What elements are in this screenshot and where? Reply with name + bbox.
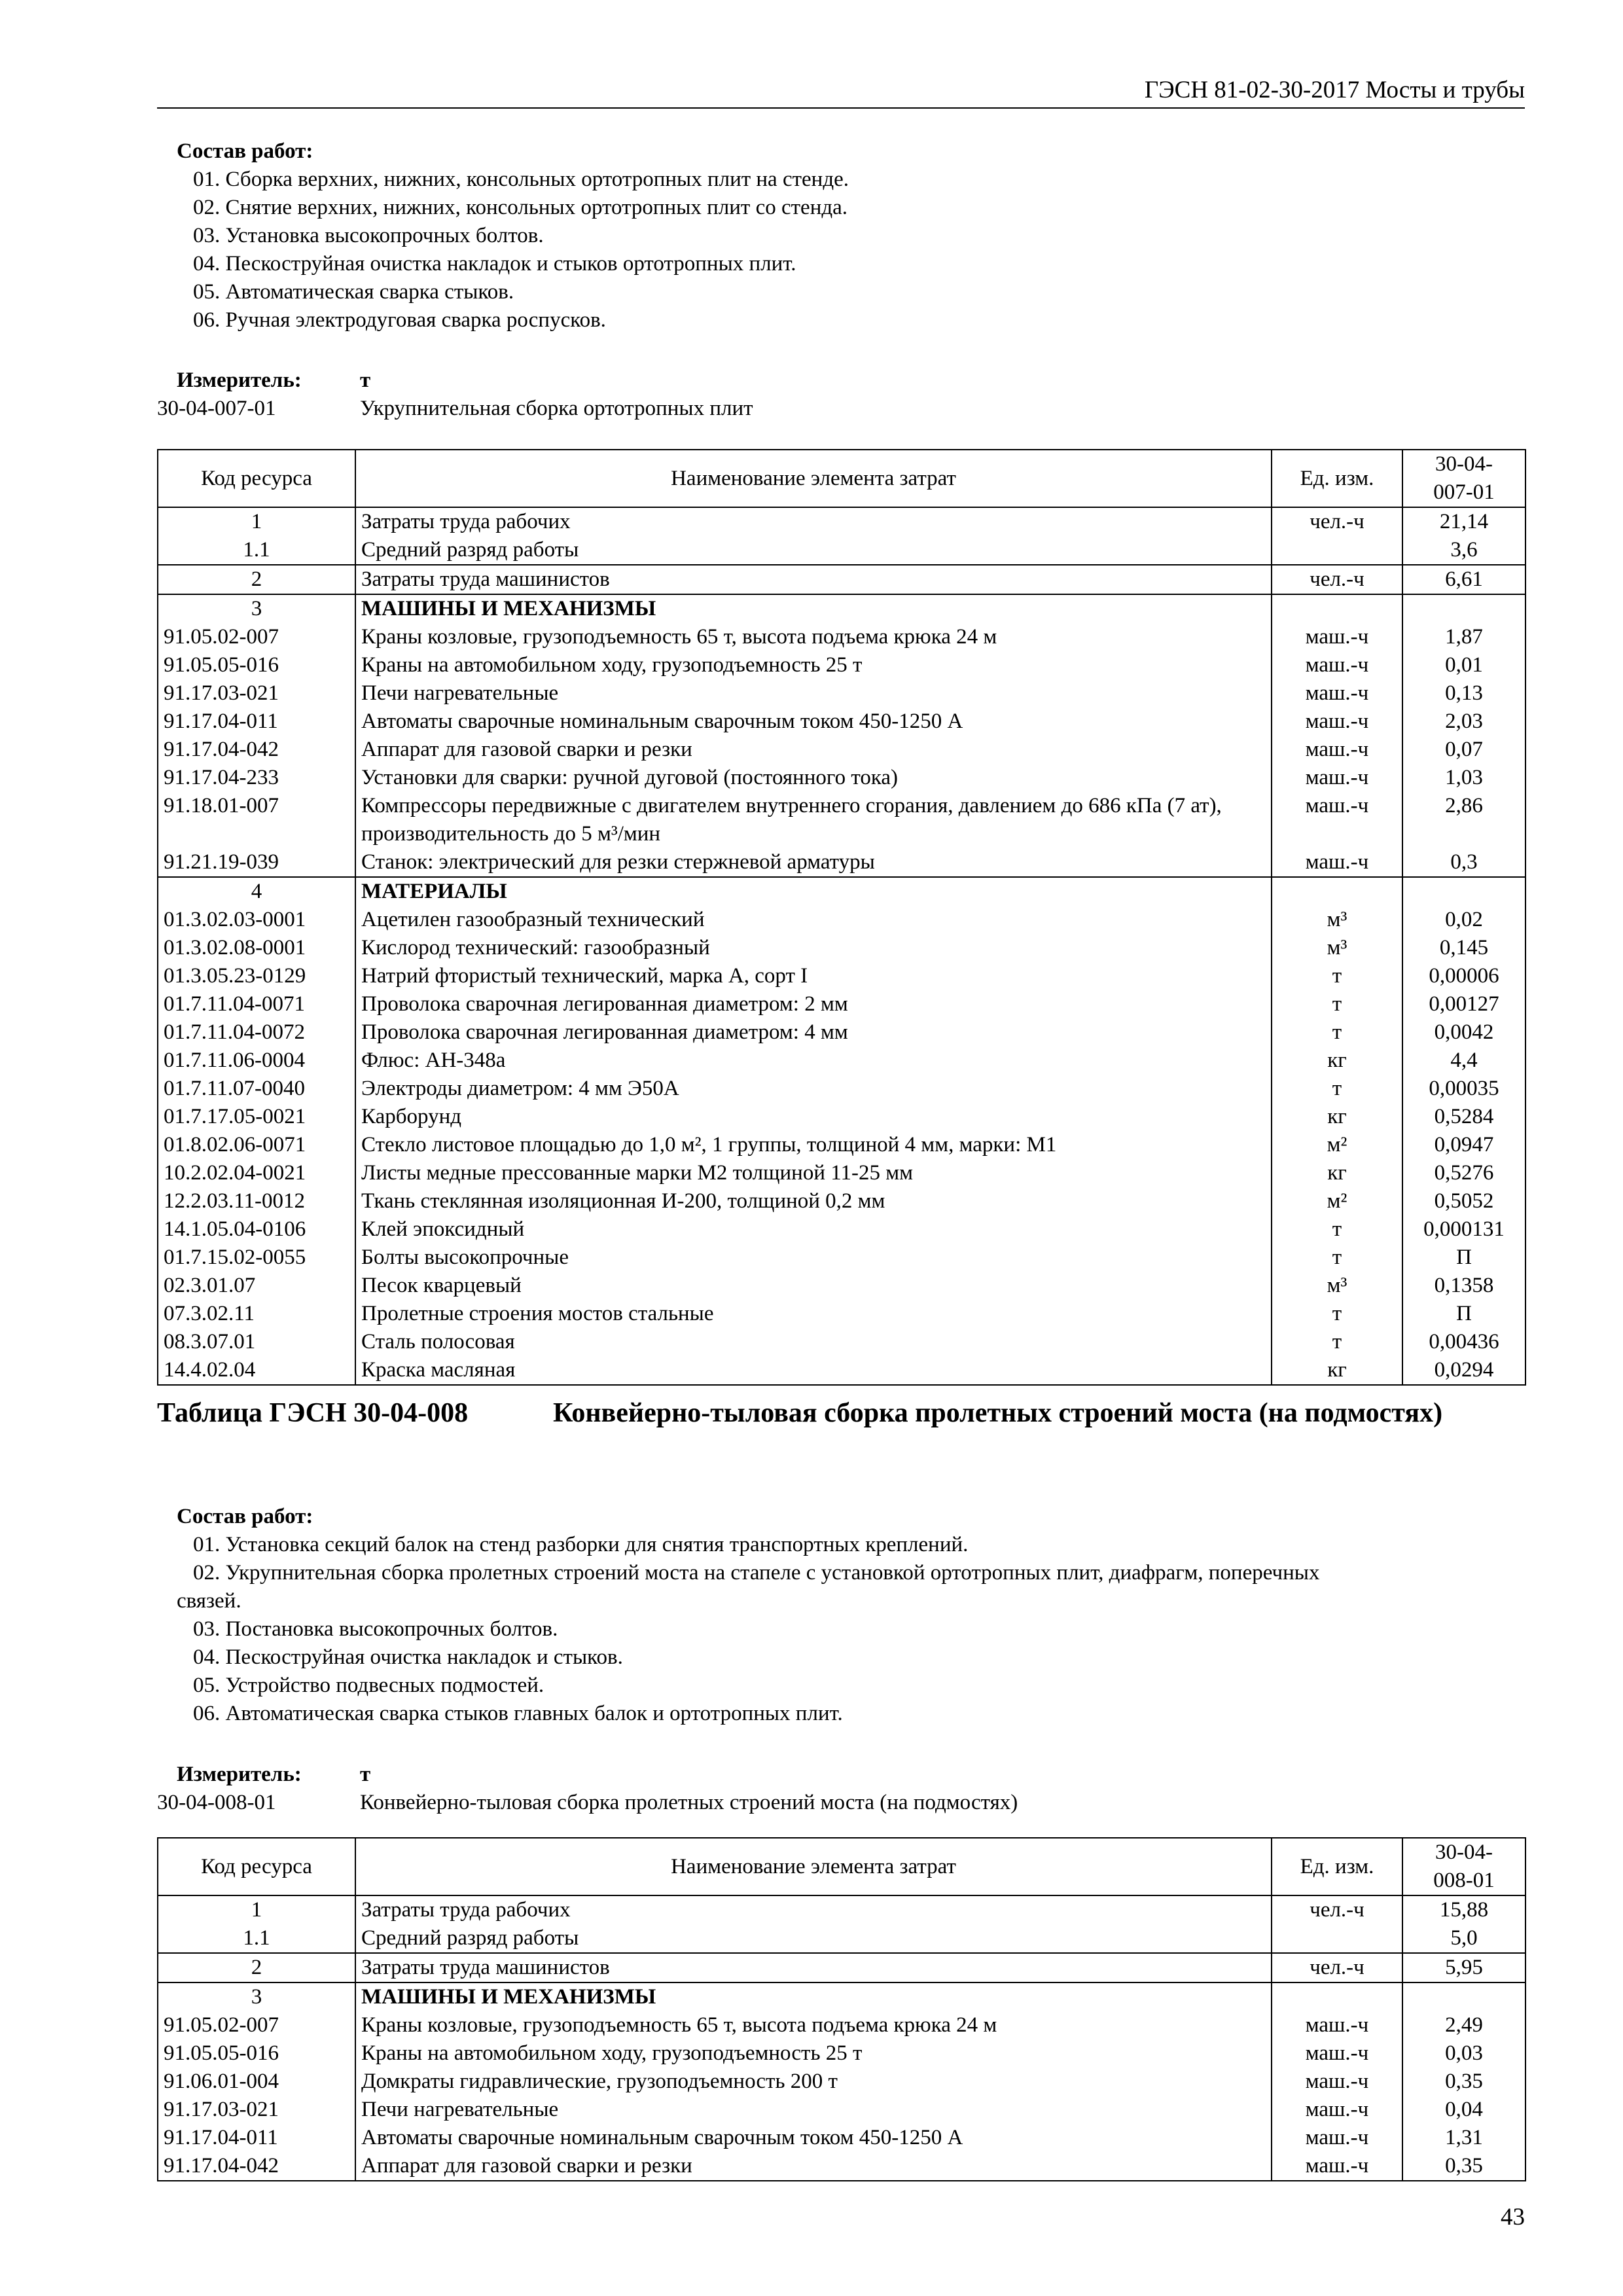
unit-cell: маш.-ч bbox=[1272, 708, 1402, 736]
unit-cell: т bbox=[1272, 1215, 1402, 1244]
resource-name-cell: Аппарат для газовой сварки и резки bbox=[355, 2152, 1272, 2181]
resource-code-cell: 01.7.11.06-0004 bbox=[158, 1047, 355, 1075]
resource-code-cell: 91.17.03-021 bbox=[158, 679, 355, 708]
unit-cell: м³ bbox=[1272, 906, 1402, 934]
resource-code-cell: 3 bbox=[158, 1982, 355, 2011]
norm-value-cell: 3,6 bbox=[1402, 536, 1525, 565]
resource-code-cell: 01.7.15.02-0055 bbox=[158, 1244, 355, 1272]
resource-table-30-04-008 bbox=[157, 1837, 1526, 2181]
operation-item: 02. Снятие верхних, нижних, консольных ортотропных плит со стенда. bbox=[193, 196, 848, 219]
resource-code-cell: 91.06.01-004 bbox=[158, 2068, 355, 2096]
header-unit: Ед. изм. bbox=[1272, 450, 1402, 507]
unit-cell: маш.-ч bbox=[1272, 2011, 1402, 2039]
unit-cell bbox=[1272, 1982, 1402, 2011]
norm-value-cell: 0,1358 bbox=[1402, 1272, 1525, 1300]
resource-name-cell: Станок: электрический для резки стержневой арматуры bbox=[355, 848, 1272, 877]
norm-value-cell: 0,02 bbox=[1402, 906, 1525, 934]
resource-name-cell: Средний разряд работы bbox=[355, 536, 1272, 565]
resource-name-cell: Краны на автомобильном ходу, грузоподъемность 25 т bbox=[355, 2039, 1272, 2068]
measure-label: Измеритель: bbox=[177, 1763, 302, 1786]
resource-code-cell: 14.4.02.04 bbox=[158, 1356, 355, 1385]
unit-cell bbox=[1272, 536, 1402, 565]
resource-name-cell: МАШИНЫ И МЕХАНИЗМЫ bbox=[355, 1982, 1272, 2011]
norm-value-cell: 0,3 bbox=[1402, 848, 1525, 877]
unit-cell: т bbox=[1272, 1244, 1402, 1272]
header-norm-code bbox=[1402, 1838, 1525, 1895]
resource-name-cell: Домкраты гидравлические, грузоподъемность 200 т bbox=[355, 2068, 1272, 2096]
operation-item: 04. Пескоструйная очистка накладок и стыков ортотропных плит. bbox=[193, 252, 796, 276]
norm-value-cell: 1,03 bbox=[1402, 764, 1525, 792]
norm-value-cell: 0,0294 bbox=[1402, 1356, 1525, 1385]
table-row bbox=[158, 906, 1525, 934]
page-number: 43 bbox=[1501, 2204, 1525, 2231]
resource-code-cell: 01.3.02.03-0001 bbox=[158, 906, 355, 934]
table-row bbox=[158, 736, 1525, 764]
running-header: ГЭСН 81-02-30-2017 Мосты и трубы bbox=[157, 73, 1525, 109]
resource-code-cell: 91.05.05-016 bbox=[158, 651, 355, 679]
norm-value-cell: 0,00436 bbox=[1402, 1328, 1525, 1356]
resource-name-cell: Автоматы сварочные номинальным сварочным током 450-1250 А bbox=[355, 2124, 1272, 2152]
table-row bbox=[158, 1953, 1525, 1982]
header-name: Наименование элемента затрат bbox=[355, 1838, 1272, 1895]
table-row bbox=[158, 934, 1525, 962]
resource-code-cell: 91.05.02-007 bbox=[158, 2011, 355, 2039]
resource-code-cell: 91.18.01-007 bbox=[158, 792, 355, 848]
resource-name-cell: Ацетилен газообразный технический bbox=[355, 906, 1272, 934]
norm-value-cell: 0,0947 bbox=[1402, 1131, 1525, 1159]
resource-code-cell: 91.05.05-016 bbox=[158, 2039, 355, 2068]
unit-cell: т bbox=[1272, 1300, 1402, 1328]
resource-name-cell: Затраты труда рабочих bbox=[355, 507, 1272, 536]
table-row bbox=[158, 1272, 1525, 1300]
operation-item: 06. Автоматическая сварка стыков главных балок и ортотропных плит. bbox=[193, 1702, 843, 1725]
unit-cell: чел.-ч bbox=[1272, 507, 1402, 536]
resource-name-cell: Затраты труда машинистов bbox=[355, 1953, 1272, 1982]
unit-cell: маш.-ч bbox=[1272, 623, 1402, 651]
unit-cell: т bbox=[1272, 990, 1402, 1018]
measure-block-2 bbox=[157, 1761, 1525, 1817]
resource-code-cell: 2 bbox=[158, 565, 355, 594]
table-row bbox=[158, 1047, 1525, 1075]
unit-cell: м³ bbox=[1272, 1272, 1402, 1300]
table-row bbox=[158, 1982, 1525, 2011]
header-code: Код ресурса bbox=[158, 450, 355, 507]
table-row bbox=[158, 679, 1525, 708]
resource-name-cell: Ткань стеклянная изоляционная И-200, толщиной 0,2 мм bbox=[355, 1187, 1272, 1215]
resource-code-cell: 12.2.03.11-0012 bbox=[158, 1187, 355, 1215]
header-code: Код ресурса bbox=[158, 1838, 355, 1895]
norm-value-cell: 2,03 bbox=[1402, 708, 1525, 736]
unit-cell: маш.-ч bbox=[1272, 2039, 1402, 2068]
table-row bbox=[158, 536, 1525, 565]
resource-name-cell: Кислород технический: газообразный bbox=[355, 934, 1272, 962]
operation-item: 04. Пескоструйная очистка накладок и стыков. bbox=[193, 1645, 623, 1669]
table-title-30-04-008 bbox=[157, 1396, 1525, 1430]
resource-name-cell: Карборунд bbox=[355, 1103, 1272, 1131]
resource-name-cell: Клей эпоксидный bbox=[355, 1215, 1272, 1244]
unit-cell: м² bbox=[1272, 1187, 1402, 1215]
norm-value-cell: П bbox=[1402, 1244, 1525, 1272]
header-unit: Ед. изм. bbox=[1272, 1838, 1402, 1895]
header-norm-code-line1: 30-04- bbox=[1435, 1840, 1493, 1864]
table-row bbox=[158, 1924, 1525, 1953]
operation-item: 06. Ручная электродуговая сварка роспусков. bbox=[193, 308, 606, 332]
resource-code-cell: 91.17.04-011 bbox=[158, 708, 355, 736]
resource-code-cell: 2 bbox=[158, 1953, 355, 1982]
norm-value-cell: 0,04 bbox=[1402, 2096, 1525, 2124]
table-row bbox=[158, 507, 1525, 536]
unit-cell: кг bbox=[1272, 1047, 1402, 1075]
resource-code-cell: 01.3.02.08-0001 bbox=[158, 934, 355, 962]
unit-cell bbox=[1272, 877, 1402, 906]
resource-name-cell: Автоматы сварочные номинальным сварочным током 450-1250 А bbox=[355, 708, 1272, 736]
unit-cell: маш.-ч bbox=[1272, 2096, 1402, 2124]
resource-name-cell: Болты высокопрочные bbox=[355, 1244, 1272, 1272]
unit-cell: маш.-ч bbox=[1272, 848, 1402, 877]
norm-value-cell: 0,03 bbox=[1402, 2039, 1525, 2068]
norm-value-cell: 5,0 bbox=[1402, 1924, 1525, 1953]
header-norm-code-line1: 30-04- bbox=[1435, 452, 1493, 476]
table-row bbox=[158, 2124, 1525, 2152]
header-norm-code bbox=[1402, 450, 1525, 507]
table-row bbox=[158, 2011, 1525, 2039]
table-row bbox=[158, 1328, 1525, 1356]
table-number: Таблица ГЭСН 30-04-008 bbox=[157, 1398, 469, 1428]
unit-cell: чел.-ч bbox=[1272, 1895, 1402, 1924]
resource-name-cell: Флюс: АН-348а bbox=[355, 1047, 1272, 1075]
header-norm-code-line2: 007-01 bbox=[1433, 480, 1495, 504]
norm-value-cell: 0,145 bbox=[1402, 934, 1525, 962]
table-row bbox=[158, 990, 1525, 1018]
table-row bbox=[158, 2152, 1525, 2181]
operation-item: 01. Сборка верхних, нижних, консольных ортотропных плит на стенде. bbox=[193, 168, 849, 191]
norm-value-cell: 0,00127 bbox=[1402, 990, 1525, 1018]
norm-value-cell: 0,07 bbox=[1402, 736, 1525, 764]
table-row bbox=[158, 1018, 1525, 1047]
resource-name-cell: Пролетные строения мостов стальные bbox=[355, 1300, 1272, 1328]
unit-cell: т bbox=[1272, 1075, 1402, 1103]
norm-value-cell bbox=[1402, 1982, 1525, 2011]
resource-code-cell: 01.7.11.04-0071 bbox=[158, 990, 355, 1018]
table-row bbox=[158, 962, 1525, 990]
unit-cell: м³ bbox=[1272, 934, 1402, 962]
resource-code-cell: 1.1 bbox=[158, 536, 355, 565]
resource-code-cell: 02.3.01.07 bbox=[158, 1272, 355, 1300]
table-row bbox=[158, 1075, 1525, 1103]
unit-cell: кг bbox=[1272, 1159, 1402, 1187]
composition-title: Состав работ: bbox=[177, 1505, 313, 1528]
resource-name-cell: Стекло листовое площадью до 1,0 м², 1 группы, толщиной 4 мм, марки: М1 bbox=[355, 1131, 1272, 1159]
resource-name-cell: Печи нагревательные bbox=[355, 679, 1272, 708]
resource-code-cell: 1 bbox=[158, 507, 355, 536]
norm-value-cell: 0,35 bbox=[1402, 2068, 1525, 2096]
norm-code: 30-04-007-01 bbox=[157, 397, 276, 420]
resource-code-cell: 91.17.04-042 bbox=[158, 2152, 355, 2181]
unit-cell: маш.-ч bbox=[1272, 2068, 1402, 2096]
resource-name-cell: Натрий фтористый технический, марка А, сорт I bbox=[355, 962, 1272, 990]
table-row bbox=[158, 792, 1525, 848]
header-norm-code-line2: 008-01 bbox=[1433, 1869, 1495, 1892]
table-row bbox=[158, 1895, 1525, 1924]
norm-value-cell: 1,31 bbox=[1402, 2124, 1525, 2152]
table-row bbox=[158, 1300, 1525, 1328]
operation-item: 05. Автоматическая сварка стыков. bbox=[193, 280, 514, 304]
norm-value-cell: 4,4 bbox=[1402, 1047, 1525, 1075]
resource-code-cell: 01.7.11.07-0040 bbox=[158, 1075, 355, 1103]
norm-value-cell: 0,5284 bbox=[1402, 1103, 1525, 1131]
resource-code-cell: 01.7.17.05-0021 bbox=[158, 1103, 355, 1131]
resource-name-cell: Установки для сварки: ручной дуговой (постоянного тока) bbox=[355, 764, 1272, 792]
operation-item: 01. Установка секций балок на стенд разборки для снятия транспортных креплений. bbox=[193, 1533, 969, 1556]
table-row bbox=[158, 1103, 1525, 1131]
resource-name-cell: Печи нагревательные bbox=[355, 2096, 1272, 2124]
table-row bbox=[158, 2096, 1525, 2124]
resource-name-cell: Затраты труда машинистов bbox=[355, 565, 1272, 594]
resource-name-cell: Краны козловые, грузоподъемность 65 т, высота подъема крюка 24 м bbox=[355, 623, 1272, 651]
unit-cell: маш.-ч bbox=[1272, 792, 1402, 848]
unit-cell bbox=[1272, 594, 1402, 623]
norm-value-cell: 0,01 bbox=[1402, 651, 1525, 679]
norm-value-cell: 0,00035 bbox=[1402, 1075, 1525, 1103]
table-row bbox=[158, 1187, 1525, 1215]
resource-name-cell: Проволока сварочная легированная диаметром: 2 мм bbox=[355, 990, 1272, 1018]
norm-value-cell: 0,5052 bbox=[1402, 1187, 1525, 1215]
table-row bbox=[158, 1215, 1525, 1244]
norm-value-cell bbox=[1402, 877, 1525, 906]
unit-cell: чел.-ч bbox=[1272, 565, 1402, 594]
unit-cell: т bbox=[1272, 1018, 1402, 1047]
table-row bbox=[158, 708, 1525, 736]
measure-block-1 bbox=[157, 367, 1525, 423]
norm-value-cell: 1,87 bbox=[1402, 623, 1525, 651]
norm-name: Конвейерно-тыловая сборка пролетных строений моста (на подмостях) bbox=[360, 1791, 1018, 1814]
table-row bbox=[158, 594, 1525, 623]
table-header-row bbox=[158, 1838, 1525, 1895]
table-row bbox=[158, 1159, 1525, 1187]
resource-name-cell: Краска масляная bbox=[355, 1356, 1272, 1385]
table-row bbox=[158, 651, 1525, 679]
resource-name-cell: МАШИНЫ И МЕХАНИЗМЫ bbox=[355, 594, 1272, 623]
resource-code-cell: 1.1 bbox=[158, 1924, 355, 1953]
table-row bbox=[158, 623, 1525, 651]
resource-code-cell: 07.3.02.11 bbox=[158, 1300, 355, 1328]
resource-code-cell: 01.8.02.06-0071 bbox=[158, 1131, 355, 1159]
norm-name: Укрупнительная сборка ортотропных плит bbox=[360, 397, 753, 420]
resource-code-cell: 91.17.04-042 bbox=[158, 736, 355, 764]
resource-code-cell: 01.3.05.23-0129 bbox=[158, 962, 355, 990]
unit-cell: чел.-ч bbox=[1272, 1953, 1402, 1982]
norm-value-cell: 0,13 bbox=[1402, 679, 1525, 708]
operation-item: 03. Постановка высокопрочных болтов. bbox=[193, 1617, 558, 1641]
unit-cell: кг bbox=[1272, 1356, 1402, 1385]
resource-code-cell: 3 bbox=[158, 594, 355, 623]
measure-label: Измеритель: bbox=[177, 368, 302, 392]
resource-name-cell: Краны козловые, грузоподъемность 65 т, высота подъема крюка 24 м bbox=[355, 2011, 1272, 2039]
resource-table-30-04-007 bbox=[157, 449, 1526, 1386]
resource-name-cell: Листы медные прессованные марки М2 толщиной 11-25 мм bbox=[355, 1159, 1272, 1187]
resource-code-cell: 91.17.04-233 bbox=[158, 764, 355, 792]
table-header-row bbox=[158, 450, 1525, 507]
resource-code-cell: 91.21.19-039 bbox=[158, 848, 355, 877]
resource-code-cell: 14.1.05.04-0106 bbox=[158, 1215, 355, 1244]
operation-item-continuation: связей. bbox=[177, 1589, 241, 1613]
resource-code-cell: 4 bbox=[158, 877, 355, 906]
resource-code-cell: 91.05.02-007 bbox=[158, 623, 355, 651]
resource-code-cell: 1 bbox=[158, 1895, 355, 1924]
resource-name-cell: Песок кварцевый bbox=[355, 1272, 1272, 1300]
table-row bbox=[158, 2039, 1525, 2068]
table-row bbox=[158, 1244, 1525, 1272]
resource-code-cell: 91.17.03-021 bbox=[158, 2096, 355, 2124]
measure-unit: т bbox=[360, 368, 371, 392]
norm-value-cell: 6,61 bbox=[1402, 565, 1525, 594]
norm-value-cell: 5,95 bbox=[1402, 1953, 1525, 1982]
norm-value-cell: 21,14 bbox=[1402, 507, 1525, 536]
operation-item: 05. Устройство подвесных подмостей. bbox=[193, 1674, 544, 1697]
resource-name-cell: Краны на автомобильном ходу, грузоподъемность 25 т bbox=[355, 651, 1272, 679]
norm-value-cell: П bbox=[1402, 1300, 1525, 1328]
resource-code-cell: 91.17.04-011 bbox=[158, 2124, 355, 2152]
table-row bbox=[158, 1131, 1525, 1159]
resource-code-cell: 10.2.02.04-0021 bbox=[158, 1159, 355, 1187]
norm-code: 30-04-008-01 bbox=[157, 1791, 276, 1814]
resource-name-cell: Аппарат для газовой сварки и резки bbox=[355, 736, 1272, 764]
resource-name-cell: МАТЕРИАЛЫ bbox=[355, 877, 1272, 906]
table-row bbox=[158, 848, 1525, 877]
header-name: Наименование элемента затрат bbox=[355, 450, 1272, 507]
table-row bbox=[158, 764, 1525, 792]
resource-name-cell: Сталь полосовая bbox=[355, 1328, 1272, 1356]
resource-name-cell: Проволока сварочная легированная диаметром: 4 мм bbox=[355, 1018, 1272, 1047]
table-row bbox=[158, 877, 1525, 906]
resource-name-cell: Средний разряд работы bbox=[355, 1924, 1272, 1953]
norm-value-cell: 0,0042 bbox=[1402, 1018, 1525, 1047]
unit-cell: кг bbox=[1272, 1103, 1402, 1131]
table-name: Конвейерно-тыловая сборка пролетных строений моста (на подмостях) bbox=[553, 1398, 1443, 1428]
resource-name-cell: Затраты труда рабочих bbox=[355, 1895, 1272, 1924]
unit-cell bbox=[1272, 1924, 1402, 1953]
norm-value-cell bbox=[1402, 594, 1525, 623]
norm-value-cell: 2,86 bbox=[1402, 792, 1525, 848]
unit-cell: маш.-ч bbox=[1272, 679, 1402, 708]
unit-cell: маш.-ч bbox=[1272, 764, 1402, 792]
norm-value-cell: 2,49 bbox=[1402, 2011, 1525, 2039]
composition-of-works-2 bbox=[177, 1503, 1525, 1728]
unit-cell: т bbox=[1272, 962, 1402, 990]
norm-value-cell: 0,00006 bbox=[1402, 962, 1525, 990]
operation-item: 02. Укрупнительная сборка пролетных строений моста на стапеле с установкой ортотропных плит, диафрагм, поперечных bbox=[193, 1561, 1320, 1585]
resource-code-cell: 08.3.07.01 bbox=[158, 1328, 355, 1356]
table-row bbox=[158, 565, 1525, 594]
operation-item: 03. Установка высокопрочных болтов. bbox=[193, 224, 544, 247]
measure-unit: т bbox=[360, 1763, 371, 1786]
norm-value-cell: 0,000131 bbox=[1402, 1215, 1525, 1244]
unit-cell: маш.-ч bbox=[1272, 651, 1402, 679]
resource-name-cell: Электроды диаметром: 4 мм Э50А bbox=[355, 1075, 1272, 1103]
unit-cell: маш.-ч bbox=[1272, 2124, 1402, 2152]
composition-title: Состав работ: bbox=[177, 139, 313, 163]
unit-cell: т bbox=[1272, 1328, 1402, 1356]
norm-value-cell: 15,88 bbox=[1402, 1895, 1525, 1924]
resource-code-cell: 01.7.11.04-0072 bbox=[158, 1018, 355, 1047]
norm-value-cell: 0,5276 bbox=[1402, 1159, 1525, 1187]
table-row bbox=[158, 1356, 1525, 1385]
table-row bbox=[158, 2068, 1525, 2096]
composition-of-works-1 bbox=[177, 137, 1525, 334]
norm-value-cell: 0,35 bbox=[1402, 2152, 1525, 2181]
resource-name-cell: Компрессоры передвижные с двигателем внутреннего сгорания, давлением до 686 кПа (7 ат), производительность до 5 м³/мин bbox=[355, 792, 1272, 848]
unit-cell: маш.-ч bbox=[1272, 2152, 1402, 2181]
unit-cell: маш.-ч bbox=[1272, 736, 1402, 764]
unit-cell: м² bbox=[1272, 1131, 1402, 1159]
